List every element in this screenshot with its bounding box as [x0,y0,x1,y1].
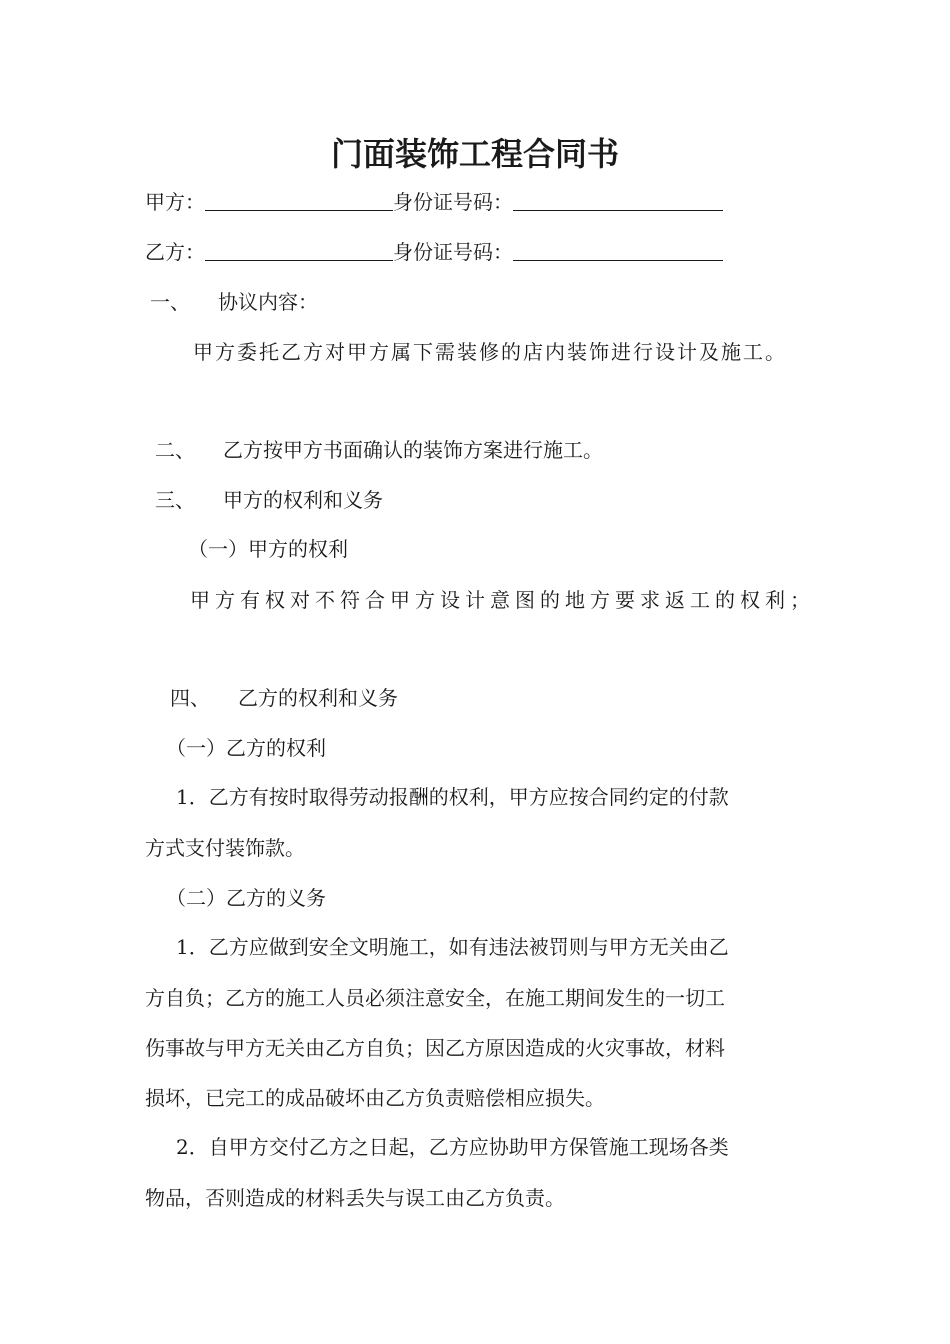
party-b-id-label: 身份证号码： [393,240,513,264]
section-4-subheading-2: （二）乙方的义务 [166,886,326,910]
party-b-name-blank[interactable] [205,240,393,261]
section-4-duty-1-line-2: 方自负；乙方的施工人员必须注意安全，在施工期间发生的一切工 [145,986,725,1010]
section-2-heading: 乙方按甲方书面确认的装饰方案进行施工。 [223,438,603,462]
section-4-duty-2-line-1: 2．自甲方交付乙方之日起，乙方应协助甲方保管施工现场各类 [176,1135,729,1159]
party-a-id-label: 身份证号码： [393,190,513,214]
section-1-heading: 协议内容： [218,290,318,314]
party-a-id-blank[interactable] [513,190,723,211]
document-title: 门面装饰工程合同书 [330,135,619,173]
section-3-body-1: 甲方有权对不符合甲方设计意图的地方要求返工的权利； [190,588,815,612]
section-4-heading: 乙方的权利和义务 [238,686,398,710]
section-4-duty-1-line-1: 1．乙方应做到安全文明施工，如有违法被罚则与甲方无关由乙 [176,935,729,959]
section-4-duty-1-line-3: 伤事故与甲方无关由乙方自负；因乙方原因造成的火灾事故，材料 [145,1036,725,1060]
section-4-duty-1-line-4: 损坏，已完工的成品破坏由乙方负责赔偿相应损失。 [145,1086,605,1110]
party-a-name-blank[interactable] [205,190,393,211]
section-4-duty-2-line-2: 物品，否则造成的材料丢失与误工由乙方负责。 [145,1186,565,1210]
section-3-number: 三、 [155,488,195,512]
section-2-number: 二、 [155,438,195,462]
section-4-item-1-line-1: 1．乙方有按时取得劳动报酬的权利，甲方应按合同约定的付款 [176,785,729,809]
section-3-subheading-1: （一）甲方的权利 [188,537,348,561]
party-b-id-blank[interactable] [513,240,723,261]
section-4-number: 四、 [170,686,210,710]
party-a-row [145,190,723,214]
section-4-subheading-1: （一）乙方的权利 [166,736,326,760]
section-1-number: 一、 [150,290,190,314]
party-b-row [145,240,723,264]
party-b-label: 乙方： [145,240,205,264]
party-a-label: 甲方： [145,190,205,214]
section-3-heading: 甲方的权利和义务 [223,488,383,512]
section-1-body: 甲方委托乙方对甲方属下需装修的店内装饰进行设计及施工。 [193,340,787,364]
section-4-item-1-line-2: 方式支付装饰款。 [145,836,305,860]
